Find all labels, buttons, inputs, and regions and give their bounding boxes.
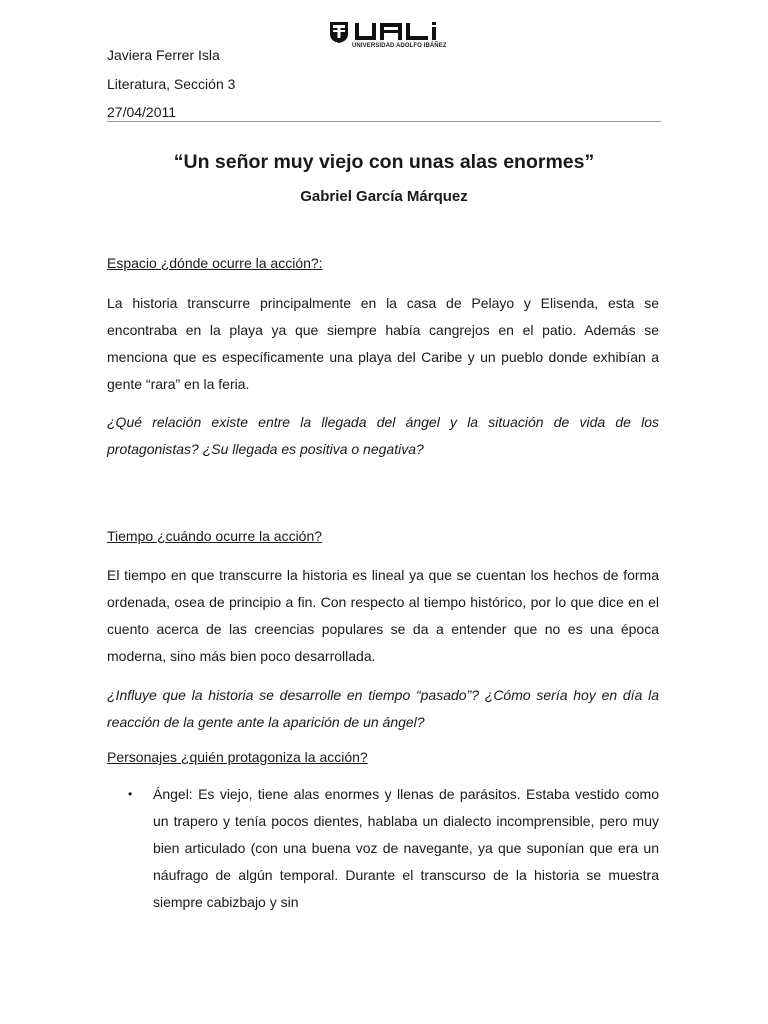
document-header [107, 44, 661, 130]
section-body-tiempo: El tiempo en que transcurre la historia es lineal ya que se cuentan los hechos de forma ordenada, osea de principio a fin. Con respecto al tiempo histórico, por lo que dice en el cuento acerca de las creencias populares se da a entender que no es una época moderna, sino más bien poco desarrollada. [107, 567, 659, 664]
header-divider [107, 121, 661, 122]
university-logo-mark [328, 20, 452, 44]
document-body [107, 250, 659, 916]
document-author: Gabriel García Márquez [300, 188, 468, 205]
section-heading-tiempo: Tiempo ¿cuándo ocurre la acción? [107, 528, 323, 544]
section-question-tiempo: ¿Influye que la historia se desarrolle en tiempo “pasado”? ¿Cómo sería hoy en día la reacción de la gente ante la aparición de un ángel? [107, 687, 659, 730]
university-name: UNIVERSIDAD ADOLFO IBÁÑEZ [352, 43, 447, 49]
character-list [107, 781, 659, 916]
document-title: “Un señor muy viejo con unas alas enormes” [173, 151, 595, 173]
bullet-icon: • [128, 787, 133, 801]
section-question-espacio: ¿Qué relación existe entre la llegada del ángel y la situación de vida de los protagonistas? ¿Su llegada es positiva o negativa? [107, 414, 659, 457]
document-date: 27/04/2011 [107, 104, 177, 120]
section-body-espacio: La historia transcurre principalmente en la casa de Pelayo y Elisenda, esta se encontraba en la playa ya que siempre había cangrejos en el patio. Además se menciona que es específicamente una playa del Caribe y un pueblo donde exhibían a gente “rara” en la feria. [107, 295, 659, 392]
section-heading-personajes: Personajes ¿quién protagoniza la acción? [107, 749, 368, 765]
list-item [107, 781, 659, 916]
student-name: Javiera Ferrer Isla [107, 47, 220, 63]
section-heading-espacio: Espacio ¿dónde ocurre la acción?: [107, 255, 323, 271]
course-section: Literatura, Sección 3 [107, 75, 236, 92]
character-description: Ángel: Es viejo, tiene alas enormes y llenas de parásitos. Estaba vestido como un trapero y tenía pocos dientes, hablaba un dialecto incomprensible, pero muy bien articulado (con una buena voz de navegante, ya que suponían que era un náufrago de algún temporal. Durante el transcurso de la historia se muestra siempre cabizbajo y sin [153, 786, 659, 910]
